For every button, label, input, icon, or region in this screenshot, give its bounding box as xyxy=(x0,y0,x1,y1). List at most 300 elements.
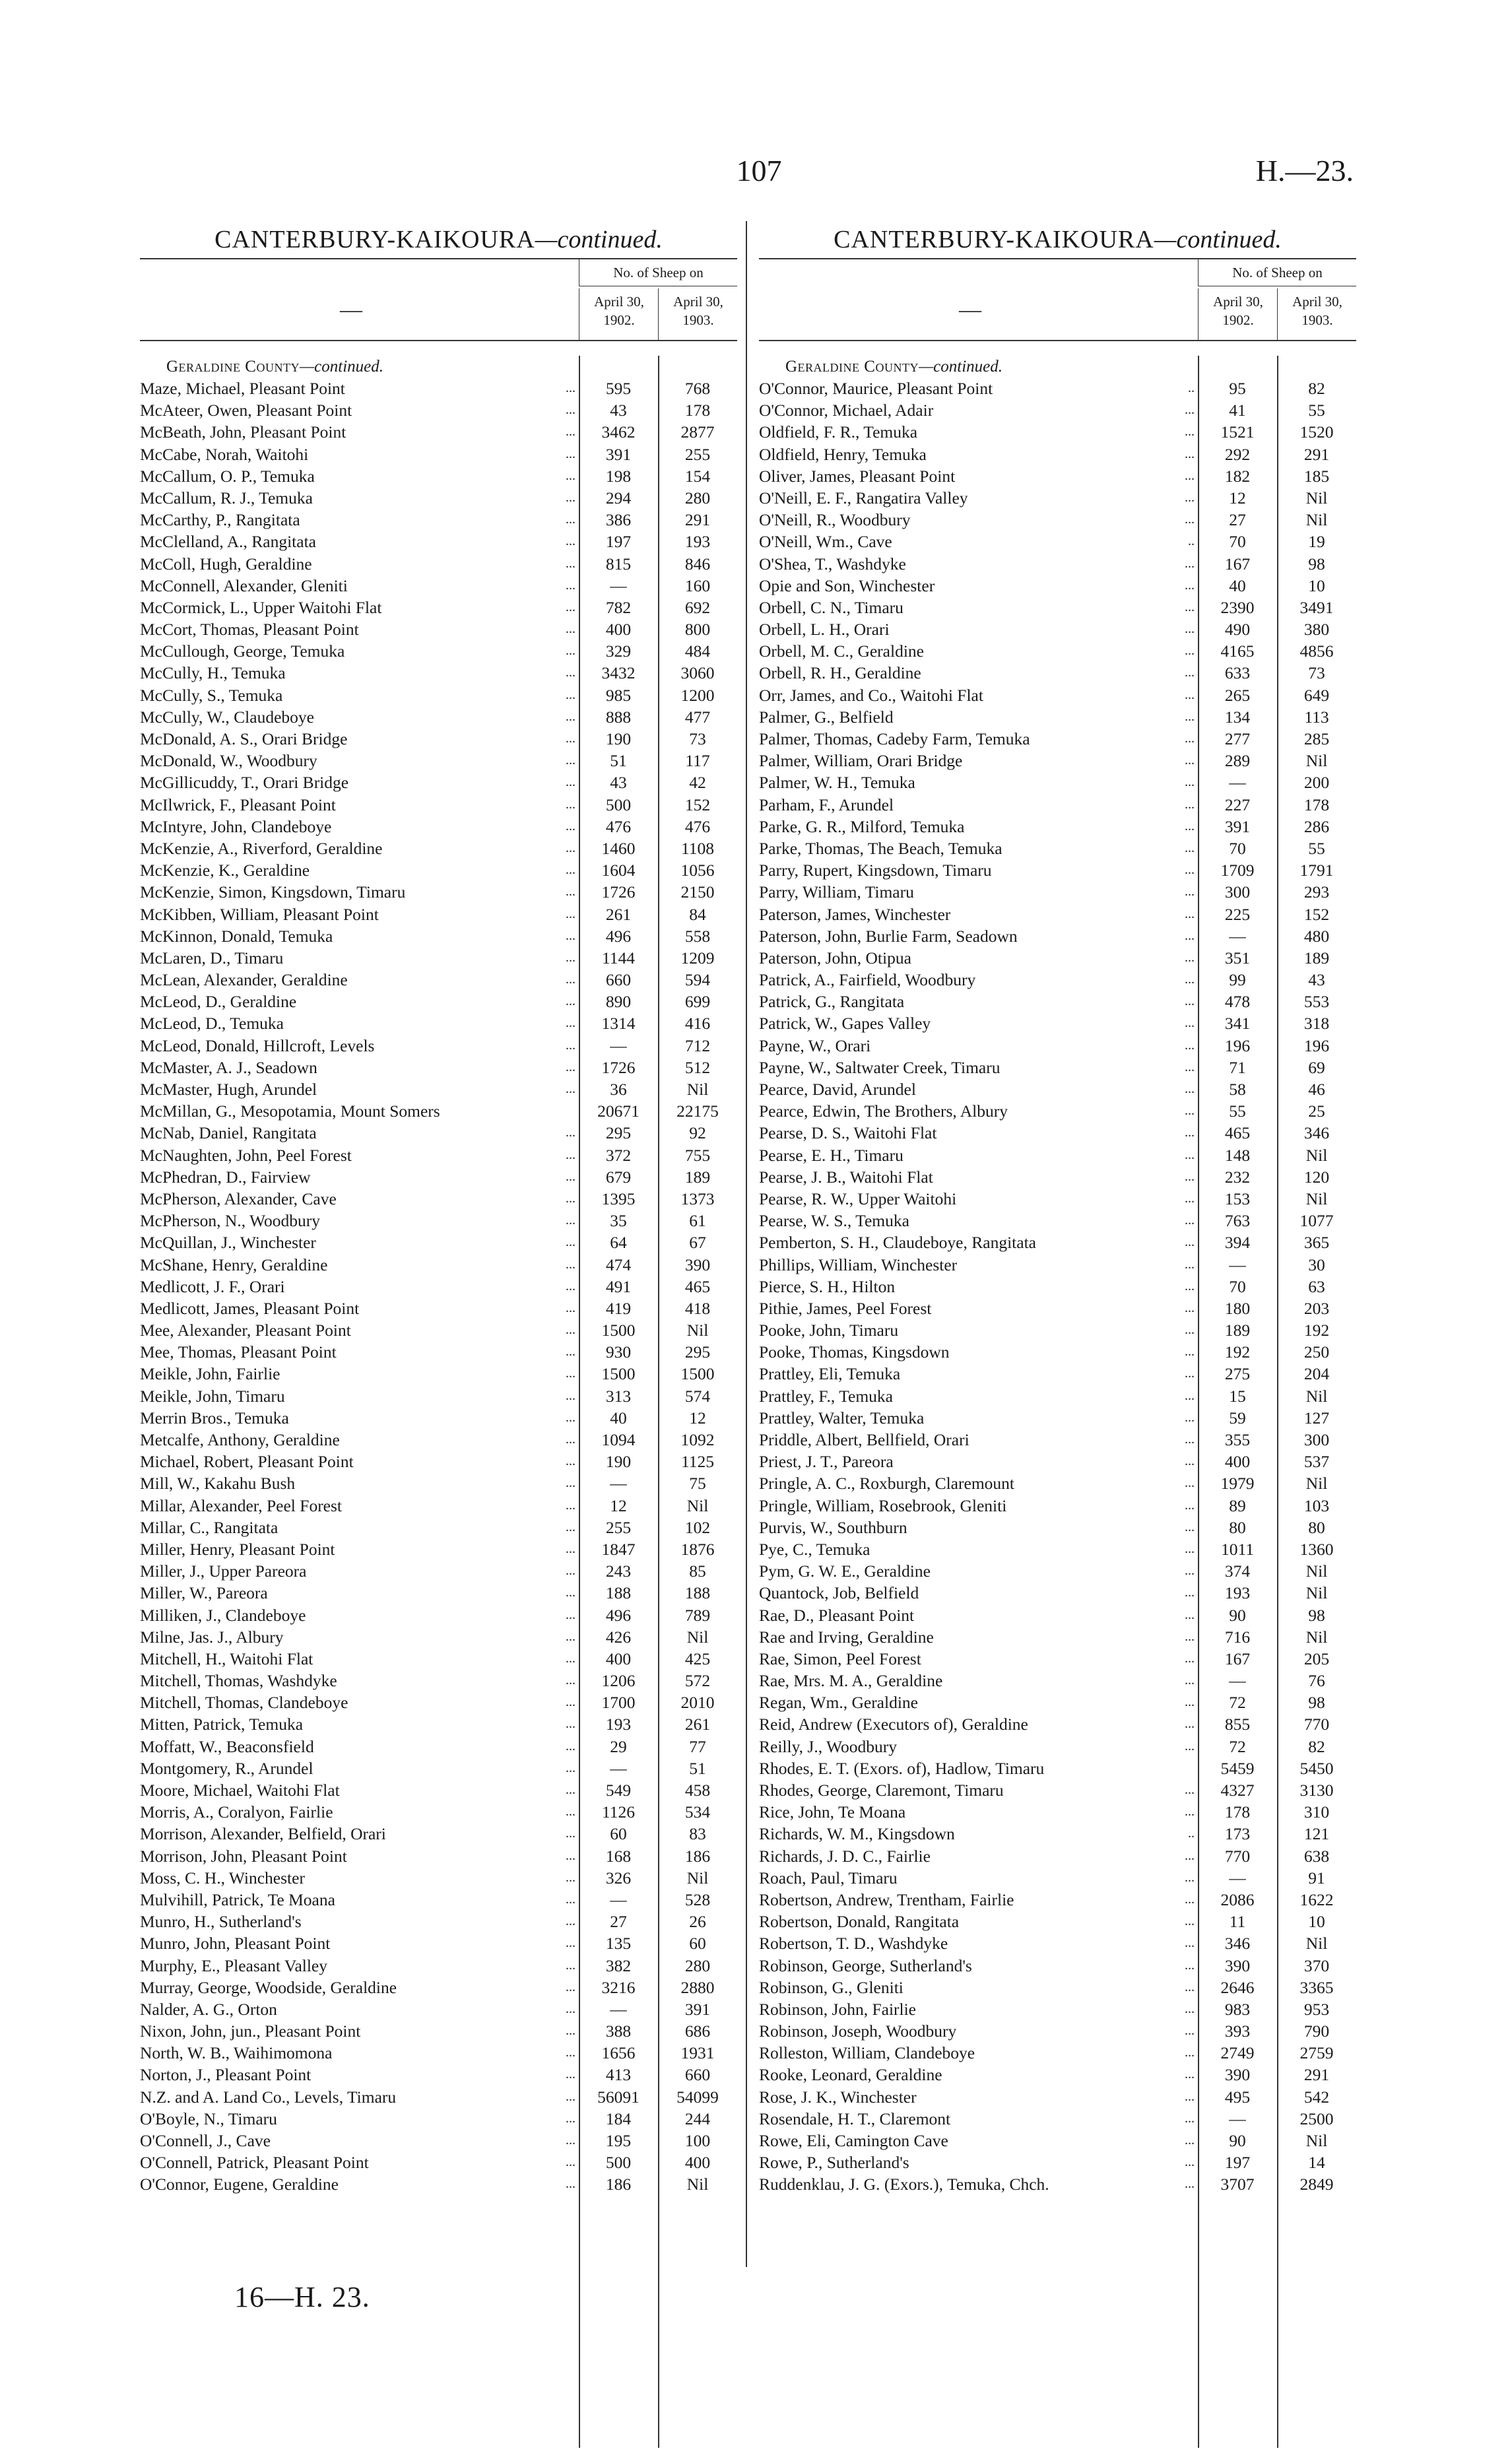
sheep-1902-cell: 3462 xyxy=(601,422,636,442)
sheep-1902-cell: 190 xyxy=(605,1452,632,1472)
sheep-1903-cell: 574 xyxy=(684,1386,711,1406)
sheep-1903-cell: 22175 xyxy=(676,1101,719,1121)
sheep-1903-cell: 91 xyxy=(1308,1868,1325,1888)
table-row xyxy=(140,399,737,421)
leader-dots: ... xyxy=(1185,840,1195,855)
sheep-1903-cell: 512 xyxy=(684,1057,711,1077)
table-row xyxy=(140,443,737,465)
table-row xyxy=(140,837,737,859)
table-row xyxy=(759,1648,1356,1670)
leader-dots: ... xyxy=(1185,1213,1195,1228)
table-row xyxy=(140,2173,737,2195)
owner-name-cell: Pierce, S. H., Hilton xyxy=(759,1276,896,1296)
sheep-1902-cell: 193 xyxy=(605,1715,632,1734)
table-row xyxy=(759,1932,1356,1954)
table-row xyxy=(759,925,1356,947)
leader-dots: ... xyxy=(566,863,575,878)
owner-name-cell: McKibben, William, Pleasant Point xyxy=(140,904,379,924)
sheep-1903-cell: 54099 xyxy=(676,2087,719,2107)
sheep-1902-cell: 153 xyxy=(1224,1189,1251,1208)
owner-name-cell: McLeod, D., Geraldine xyxy=(140,992,297,1012)
leader-dots: ... xyxy=(566,1936,575,1951)
leader-dots: ... xyxy=(566,840,575,855)
leader-dots: ... xyxy=(1185,1454,1195,1469)
table-row xyxy=(759,1691,1356,1713)
table-row xyxy=(759,2042,1356,2064)
table-row xyxy=(759,640,1356,662)
owner-name-cell: Paterson, James, Winchester xyxy=(759,904,951,924)
sheep-1903-cell: 26 xyxy=(689,1912,706,1932)
sheep-1902-cell: 329 xyxy=(605,641,632,661)
sheep-1902-cell: 90 xyxy=(1229,2131,1246,2150)
sheep-1903-cell: 186 xyxy=(684,1846,711,1866)
leader-dots: ... xyxy=(1185,797,1195,812)
sheep-1902-cell: 55 xyxy=(1229,1101,1246,1121)
sheep-1902-cell: 148 xyxy=(1224,1145,1251,1165)
owner-name-cell: Patrick, A., Fairfield, Woodbury xyxy=(759,970,976,990)
table-header xyxy=(140,258,737,341)
table-row xyxy=(140,378,737,399)
sheep-1902-cell: 43 xyxy=(610,401,627,420)
sheep-1902-cell: 478 xyxy=(1224,992,1251,1012)
table-row xyxy=(759,1779,1356,1801)
leader-dots: ... xyxy=(1185,2133,1195,2148)
owner-name-cell: Orbell, C. N., Timaru xyxy=(759,597,904,617)
sheep-1903-cell: 160 xyxy=(684,575,711,595)
owner-name-cell: Parke, G. R., Milford, Temuka xyxy=(759,816,965,836)
leader-dots: ... xyxy=(566,1891,575,1907)
leader-dots: ... xyxy=(566,2155,575,2170)
table-row xyxy=(140,1429,737,1451)
owner-name-cell: Reid, Andrew (Executors of), Geraldine xyxy=(759,1715,1028,1734)
sheep-1902-cell: 89 xyxy=(1229,1495,1246,1515)
sheep-1903-cell: 14 xyxy=(1308,2153,1325,2173)
sheep-1903-cell: 5450 xyxy=(1299,1758,1334,1778)
owner-name-cell: Pooke, John, Timaru xyxy=(759,1321,899,1340)
sheep-1902-cell: 197 xyxy=(605,532,632,552)
owner-name-cell: Murphy, E., Pleasant Valley xyxy=(140,1955,327,1975)
sheep-1903-cell: 4856 xyxy=(1299,641,1334,661)
sheep-1903-cell: 400 xyxy=(684,2153,711,2173)
leader-dots: ... xyxy=(566,1738,575,1754)
sheep-1903-cell: 686 xyxy=(684,2021,711,2041)
table-row xyxy=(759,662,1356,684)
sheep-1902-cell: 180 xyxy=(1224,1298,1251,1318)
table-row xyxy=(140,1845,737,1867)
leader-dots: ... xyxy=(566,1914,575,1929)
sheep-1902-cell: 11 xyxy=(1229,1912,1246,1932)
leader-dots: ... xyxy=(1185,665,1195,680)
sheep-1902-cell: 184 xyxy=(605,2109,632,2128)
sheep-1902-cell: 3432 xyxy=(601,663,636,683)
owner-name-cell: Mitten, Patrick, Temuka xyxy=(140,1715,304,1734)
sheep-1902-cell: 474 xyxy=(605,1255,632,1274)
sheep-1902-cell: 1126 xyxy=(601,1802,636,1822)
sheep-1903-cell: 537 xyxy=(1303,1452,1330,1472)
sheep-1902-cell: 1726 xyxy=(601,882,636,902)
owner-name-cell: Oliver, James, Pleasant Point xyxy=(759,466,956,486)
owner-name-cell: McQuillan, J., Winchester xyxy=(140,1233,316,1253)
sheep-1902-cell: 660 xyxy=(605,970,632,990)
leader-dots: ... xyxy=(566,1125,575,1140)
owner-name-cell: North, W. B., Waihimomona xyxy=(140,2043,333,2063)
table-row xyxy=(759,969,1356,991)
row-list xyxy=(759,378,1356,2196)
leader-dots: ... xyxy=(566,1476,575,1491)
leader-dots: ... xyxy=(566,1870,575,1885)
leader-dots: .. xyxy=(1188,1826,1195,1841)
sheep-1903-cell: 476 xyxy=(684,816,711,836)
leader-dots: ... xyxy=(1185,599,1195,614)
sheep-1902-cell: 289 xyxy=(1224,751,1251,771)
owner-name-cell: Prattley, Walter, Temuka xyxy=(759,1408,925,1428)
table-row xyxy=(140,1517,737,1538)
sheep-1903-cell: Nil xyxy=(1305,1934,1328,1954)
table-row xyxy=(140,1977,737,1998)
owner-name-cell: Medlicott, J. F., Orari xyxy=(140,1276,285,1296)
sheep-1903-cell: 205 xyxy=(1303,1649,1330,1668)
sheep-1902-cell: 134 xyxy=(1224,707,1251,727)
sheep-1902-cell: 265 xyxy=(1224,685,1251,705)
sheep-1903-cell: 84 xyxy=(689,904,706,924)
owner-name-cell: McLaren, D., Timaru xyxy=(140,948,284,968)
sheep-1902-cell: 95 xyxy=(1229,379,1246,398)
sheep-1902-cell: 35 xyxy=(610,1211,627,1231)
sheep-1902-cell: 51 xyxy=(610,751,627,771)
table-row xyxy=(759,575,1356,597)
leader-dots: ... xyxy=(1185,1804,1195,1820)
leader-dots: ... xyxy=(1185,863,1195,878)
owner-name-cell: Robertson, Andrew, Trentham, Fairlie xyxy=(759,1889,1014,1909)
table-row xyxy=(140,618,737,640)
owner-name-cell: McMaster, Hugh, Arundel xyxy=(140,1080,317,1099)
sheep-1903-cell: 480 xyxy=(1303,926,1330,946)
leader-dots: ... xyxy=(1185,1891,1195,1907)
table-row xyxy=(759,1276,1356,1297)
leader-dots: ... xyxy=(1185,1103,1195,1119)
sheep-1903-cell: 1622 xyxy=(1299,1889,1334,1909)
sheep-1903-cell: 1125 xyxy=(680,1452,715,1472)
sheep-1903-cell: 1876 xyxy=(680,1539,715,1559)
owner-name-cell: McIlwrick, F., Pleasant Point xyxy=(140,795,336,814)
table-row xyxy=(759,1363,1356,1385)
sheep-1903-cell: Nil xyxy=(686,1495,709,1515)
sheep-1902-cell: 294 xyxy=(605,488,632,508)
table-row xyxy=(759,1911,1356,1932)
leader-dots: ... xyxy=(1185,731,1195,746)
printer-signature: 16—H. 23. xyxy=(234,2281,370,2313)
table-row xyxy=(759,1166,1356,1188)
sheep-1903-cell: 286 xyxy=(1303,816,1330,836)
leader-dots: ... xyxy=(566,1169,575,1184)
table-row xyxy=(759,509,1356,531)
sheep-1903-cell: 193 xyxy=(684,532,711,552)
leader-dots: ... xyxy=(566,1541,575,1556)
table-row xyxy=(759,772,1356,793)
sheep-1903-cell: 572 xyxy=(684,1671,711,1691)
sheep-1902-cell: 1500 xyxy=(601,1364,636,1384)
sheep-1902-cell: — xyxy=(1229,1671,1246,1691)
owner-name-cell: McConnell, Alexander, Gleniti xyxy=(140,575,348,595)
table-row xyxy=(140,575,737,597)
leader-dots: ... xyxy=(1185,1366,1195,1381)
sheep-1903-cell: Nil xyxy=(1305,1386,1328,1406)
sheep-1902-cell: 782 xyxy=(605,597,632,617)
sheep-1902-cell: 72 xyxy=(1229,1693,1246,1713)
leader-dots: ... xyxy=(1185,2001,1195,2016)
owner-name-cell: Purvis, W., Southburn xyxy=(759,1517,907,1537)
sheep-1902-cell: 2749 xyxy=(1220,2043,1255,2063)
owner-name-cell: Priest, J. T., Pareora xyxy=(759,1452,894,1472)
owner-name-cell: Rice, John, Te Moana xyxy=(759,1802,906,1822)
table-row xyxy=(140,947,737,969)
sheep-1903-cell: 61 xyxy=(689,1211,706,1231)
sheep-1902-cell: 182 xyxy=(1224,466,1251,486)
table-row xyxy=(759,1078,1356,1100)
leader-dots: ... xyxy=(566,1497,575,1513)
table-row xyxy=(140,1407,737,1429)
owner-name-cell: Rae, D., Pleasant Point xyxy=(759,1605,915,1625)
owner-name-cell: Rosendale, H. T., Claremont xyxy=(759,2109,951,2128)
sheep-1902-cell: 195 xyxy=(605,2131,632,2150)
sheep-1903-cell: 699 xyxy=(684,992,711,1012)
owner-name-cell: McKenzie, K., Geraldine xyxy=(140,861,310,880)
table-row xyxy=(759,1977,1356,1998)
sheep-1902-cell: 390 xyxy=(1224,2065,1251,2085)
table-row xyxy=(759,947,1356,969)
owner-name-cell: McCallum, O. P., Temuka xyxy=(140,466,315,486)
owner-name-cell: Millar, C., Rangitata xyxy=(140,1517,279,1537)
sheep-1903-cell: 542 xyxy=(1303,2087,1330,2107)
table-row xyxy=(759,903,1356,925)
sheep-1903-cell: 152 xyxy=(684,795,711,814)
owner-name-cell: McCallum, R. J., Temuka xyxy=(140,488,313,508)
owner-name-cell: McPherson, Alexander, Cave xyxy=(140,1189,337,1208)
sheep-1902-cell: 1206 xyxy=(601,1671,636,1691)
table-row xyxy=(140,859,737,881)
sheep-1902-cell: 496 xyxy=(605,1605,632,1625)
leader-dots: ... xyxy=(1185,2177,1195,2192)
owner-name-cell: Norton, J., Pleasant Point xyxy=(140,2065,312,2085)
leader-dots: ... xyxy=(566,1432,575,1447)
sheep-1902-cell: 1847 xyxy=(601,1539,636,1559)
leader-dots: ... xyxy=(1185,884,1195,900)
sheep-1902-cell: — xyxy=(1229,926,1246,946)
sheep-1903-cell: 178 xyxy=(684,401,711,420)
sheep-1902-cell: 382 xyxy=(605,1955,632,1975)
sheep-1903-cell: 768 xyxy=(684,379,711,398)
sheep-1902-cell: 5459 xyxy=(1220,1758,1255,1778)
leader-dots: ... xyxy=(1185,1519,1195,1534)
sheep-1902-cell: 496 xyxy=(605,926,632,946)
leader-dots: ... xyxy=(1185,1125,1195,1140)
county-continued: —continued. xyxy=(918,358,1003,376)
owner-name-cell: McKenzie, Simon, Kingsdown, Timaru xyxy=(140,882,406,902)
owner-name-cell: Moss, C. H., Winchester xyxy=(140,1868,305,1888)
table-row xyxy=(759,1517,1356,1538)
sheep-1903-cell: 391 xyxy=(684,1999,711,2019)
leader-dots: ... xyxy=(1185,1257,1195,1272)
sheep-1902-cell: 27 xyxy=(610,1912,627,1932)
sheep-1903-cell: 42 xyxy=(689,773,706,793)
sheep-1903-cell: Nil xyxy=(1305,1561,1328,1581)
table-row xyxy=(759,1495,1356,1517)
sheep-1903-cell: Nil xyxy=(686,1080,709,1099)
table-row xyxy=(140,1713,737,1735)
table-row xyxy=(759,1823,1356,1845)
owner-name-cell: O'Connor, Maurice, Pleasant Point xyxy=(759,379,993,398)
leader-dots: ... xyxy=(1185,1848,1195,1863)
table-row xyxy=(759,1801,1356,1823)
table-row xyxy=(140,750,737,772)
owner-name-cell: Mitchell, Thomas, Washdyke xyxy=(140,1671,337,1691)
sheep-1902-cell: 186 xyxy=(605,2175,632,2194)
table-row xyxy=(759,487,1356,509)
leader-dots: ... xyxy=(566,1082,575,1096)
sheep-1902-cell: 770 xyxy=(1224,1846,1251,1866)
table-row xyxy=(759,1210,1356,1232)
leader-dots: ... xyxy=(566,1783,575,1797)
owner-name-cell: Patrick, G., Rangitata xyxy=(759,992,905,1012)
owner-name-cell: McBeath, John, Pleasant Point xyxy=(140,422,346,442)
leader-dots: ... xyxy=(566,1629,575,1644)
owner-name-cell: Phillips, William, Winchester xyxy=(759,1255,958,1274)
owner-name-cell: McDonald, A. S., Orari Bridge xyxy=(140,729,348,748)
sheep-1902-cell: 232 xyxy=(1224,1167,1251,1187)
sheep-1903-cell: 55 xyxy=(1308,838,1325,858)
leader-dots: ... xyxy=(566,2089,575,2104)
sheep-1902-cell: 595 xyxy=(605,379,632,398)
sheep-1902-cell: 1656 xyxy=(601,2043,636,2063)
sheep-1902-cell: 188 xyxy=(605,1583,632,1603)
leader-dots: ... xyxy=(566,2067,575,2082)
sheep-1902-cell: 763 xyxy=(1224,1211,1251,1231)
leader-dots: ... xyxy=(566,1695,575,1710)
owner-name-cell: Munro, John, Pleasant Point xyxy=(140,1934,331,1954)
table-header xyxy=(759,258,1356,341)
table-row xyxy=(140,1560,737,1582)
sheep-1903-cell: 67 xyxy=(689,1233,706,1253)
sheep-1903-cell: 2849 xyxy=(1299,2175,1334,2194)
sheep-1903-cell: 770 xyxy=(1303,1715,1330,1734)
owner-name-cell: McCormick, L., Upper Waitohi Flat xyxy=(140,597,382,617)
table-row xyxy=(759,1319,1356,1341)
table-row xyxy=(759,750,1356,772)
table-row xyxy=(140,1691,737,1713)
leader-dots: ... xyxy=(566,1804,575,1820)
leader-dots: ... xyxy=(566,1191,575,1206)
leader-dots: ... xyxy=(1185,950,1195,965)
owner-name-cell: McCullough, George, Temuka xyxy=(140,641,345,661)
leader-dots: ... xyxy=(1185,490,1195,505)
leader-dots: ... xyxy=(566,599,575,614)
table-row xyxy=(759,1582,1356,1604)
sheep-1902-cell: 1011 xyxy=(1220,1539,1255,1559)
owner-name-cell: Paterson, John, Burlie Farm, Seadown xyxy=(759,926,1018,946)
sheep-1902-cell: 1460 xyxy=(601,838,636,858)
owner-name-cell: Pearse, W. S., Temuka xyxy=(759,1211,909,1231)
sheep-1902-cell: 90 xyxy=(1229,1605,1246,1625)
table-row xyxy=(759,2108,1356,2130)
sheep-1902-cell: 255 xyxy=(605,1517,632,1537)
sheep-1902-cell: 167 xyxy=(1224,554,1251,574)
sheep-1903-cell: 558 xyxy=(684,926,711,946)
table-row xyxy=(140,1210,737,1232)
sheep-1902-cell: 465 xyxy=(1224,1123,1251,1143)
year-1902-header: April 30, 1902. xyxy=(1198,288,1278,340)
table-row xyxy=(140,1779,737,1801)
sheep-1902-cell: 1144 xyxy=(601,948,636,968)
sheep-1902-cell: 490 xyxy=(1224,620,1251,640)
table-row xyxy=(140,1889,737,1911)
owner-name-cell: Pearse, D. S., Waitohi Flat xyxy=(759,1123,937,1143)
sheep-1902-cell: 394 xyxy=(1224,1233,1251,1253)
sheep-1902-cell: 2390 xyxy=(1220,597,1255,617)
leader-dots: ... xyxy=(566,622,575,637)
table-row xyxy=(759,991,1356,1012)
table-row xyxy=(140,1319,737,1341)
owner-name-cell: Mulvihill, Patrick, Te Moana xyxy=(140,1889,335,1909)
sheep-1902-cell: 1700 xyxy=(601,1693,636,1713)
sheep-1902-cell: 1726 xyxy=(601,1057,636,1077)
sheep-1902-cell: 41 xyxy=(1229,401,1246,420)
sheep-1902-cell: 419 xyxy=(605,1298,632,1318)
sheep-1902-cell: 1395 xyxy=(601,1189,636,1208)
sheep-1903-cell: 19 xyxy=(1308,532,1325,552)
table-row xyxy=(759,1998,1356,2020)
owner-name-cell: Regan, Wm., Geraldine xyxy=(759,1693,918,1713)
table-row xyxy=(759,1713,1356,1735)
sheep-1902-cell: 300 xyxy=(1224,882,1251,902)
owner-name-cell: Parke, Thomas, The Beach, Temuka xyxy=(759,838,1003,858)
sheep-1903-cell: 255 xyxy=(684,444,711,464)
leader-dots: ... xyxy=(566,1607,575,1622)
owner-name-cell: Prattley, F., Temuka xyxy=(759,1386,893,1406)
owner-name-cell: Rowe, Eli, Camington Cave xyxy=(759,2131,948,2150)
leader-dots: ... xyxy=(566,1147,575,1162)
table-row xyxy=(759,1670,1356,1691)
sheep-1903-cell: 10 xyxy=(1308,575,1325,595)
table-row xyxy=(140,903,737,925)
owner-name-cell: Meikle, John, Fairlie xyxy=(140,1364,280,1384)
sheep-1903-cell: 3365 xyxy=(1299,1977,1334,1997)
table-row xyxy=(140,925,737,947)
sheep-1902-cell: 1314 xyxy=(601,1014,636,1034)
sheep-1902-cell: 20671 xyxy=(597,1101,640,1121)
owner-name-cell: Richards, J. D. C., Fairlie xyxy=(759,1846,931,1866)
table-row xyxy=(140,1955,737,1977)
owner-name-cell: McIntyre, John, Clandeboye xyxy=(140,816,332,836)
table-row xyxy=(759,1538,1356,1560)
sheep-1903-cell: 30 xyxy=(1308,1255,1325,1274)
table-row xyxy=(140,1757,737,1779)
owner-name-cell: Michael, Robert, Pleasant Point xyxy=(140,1452,354,1472)
table-row xyxy=(140,1341,737,1363)
sheep-1902-cell: 500 xyxy=(605,795,632,814)
table-row xyxy=(140,531,737,552)
sheep-1903-cell: 1200 xyxy=(680,685,715,705)
sheep-1902-cell: 275 xyxy=(1224,1364,1251,1384)
sheep-1903-cell: 365 xyxy=(1303,1233,1330,1253)
sheep-1903-cell: 594 xyxy=(684,970,711,990)
leader-dots: ... xyxy=(566,1278,575,1294)
leader-dots: ... xyxy=(566,1760,575,1775)
leader-dots: ... xyxy=(566,1585,575,1600)
sheep-1903-cell: 1500 xyxy=(680,1364,715,1384)
leader-dots: ... xyxy=(1185,1585,1195,1600)
leader-dots: ... xyxy=(1185,1169,1195,1184)
leader-dots: ... xyxy=(1185,1563,1195,1579)
